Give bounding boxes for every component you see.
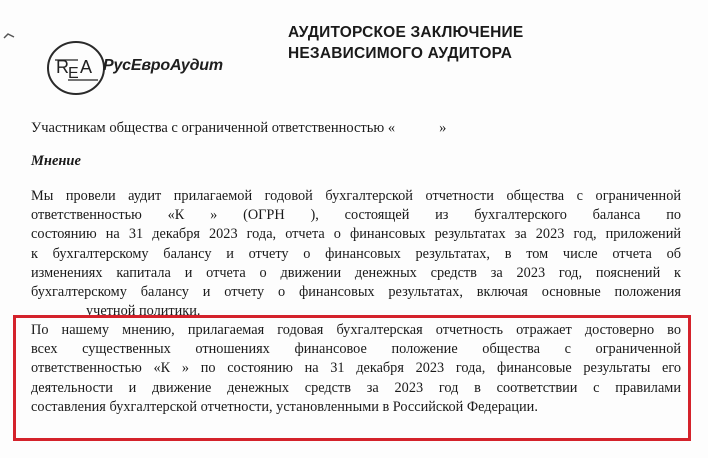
- paragraph-line: Мы провели аудит прилагаемой годовой бухгалтерской отчетности общества с ограниченной: [31, 188, 681, 204]
- title-line-2: НЕЗАВИСИМОГО АУДИТОРА: [288, 45, 513, 62]
- document-title: [288, 22, 523, 64]
- paragraph-line: бухгалтерскому балансу и отчету о финансовых результатах, включая основные положения: [31, 284, 681, 301]
- svg-text:A: A: [80, 57, 93, 77]
- svg-text:E: E: [68, 65, 79, 82]
- paragraph-line: ответственностью «К » по состоянию на 31 декабря 2023 года, финансовые результаты его: [31, 360, 681, 377]
- paragraph-line: По нашему мнению, прилагаемая годовая бухгалтерская отчетность отражает достоверно во: [31, 322, 681, 338]
- logo-wordmark: РусЕвроАудит: [103, 57, 223, 74]
- title-line-1: АУДИТОРСКОЕ ЗАКЛЮЧЕНИЕ: [288, 24, 524, 41]
- addressee-line: [31, 120, 446, 137]
- paragraph-audit-scope: [31, 187, 681, 321]
- scan-mark-icon: [3, 32, 15, 40]
- svg-text:R: R: [56, 57, 69, 77]
- paragraph-line: составления бухгалтерской отчетности, установленными в Российской Федерации.: [31, 398, 538, 415]
- highlight-frame: [13, 315, 691, 441]
- paragraph-line: изменениях капитала и отчета о движении денежных средств за 2023 год, пояснений к: [31, 264, 681, 281]
- addressee-close: »: [439, 120, 447, 136]
- paragraph-line: состоянию на 31 декабря 2023 года, отчета о финансовых результатах за 2023 год, приложений: [31, 226, 681, 243]
- addressee-text: Участникам общества с ограниченной ответственностью «: [31, 120, 396, 136]
- paragraph-line: всех существенных отношениях финансовое положение общества с ограниченной: [31, 341, 681, 358]
- opinion-heading: Мнение: [31, 153, 81, 169]
- paragraph-line: учетной политики.: [86, 303, 201, 320]
- paragraph-line: деятельности и движение денежных средств за 2023 год в соответствии с правилами: [31, 379, 681, 396]
- paragraph-line: ответственностью «К » (ОГРН ), состоящей из бухгалтерского баланса по: [31, 207, 681, 224]
- paragraph-line: к бухгалтерскому балансу и отчету о финансовых результатах, в том числе отчета об: [31, 245, 681, 262]
